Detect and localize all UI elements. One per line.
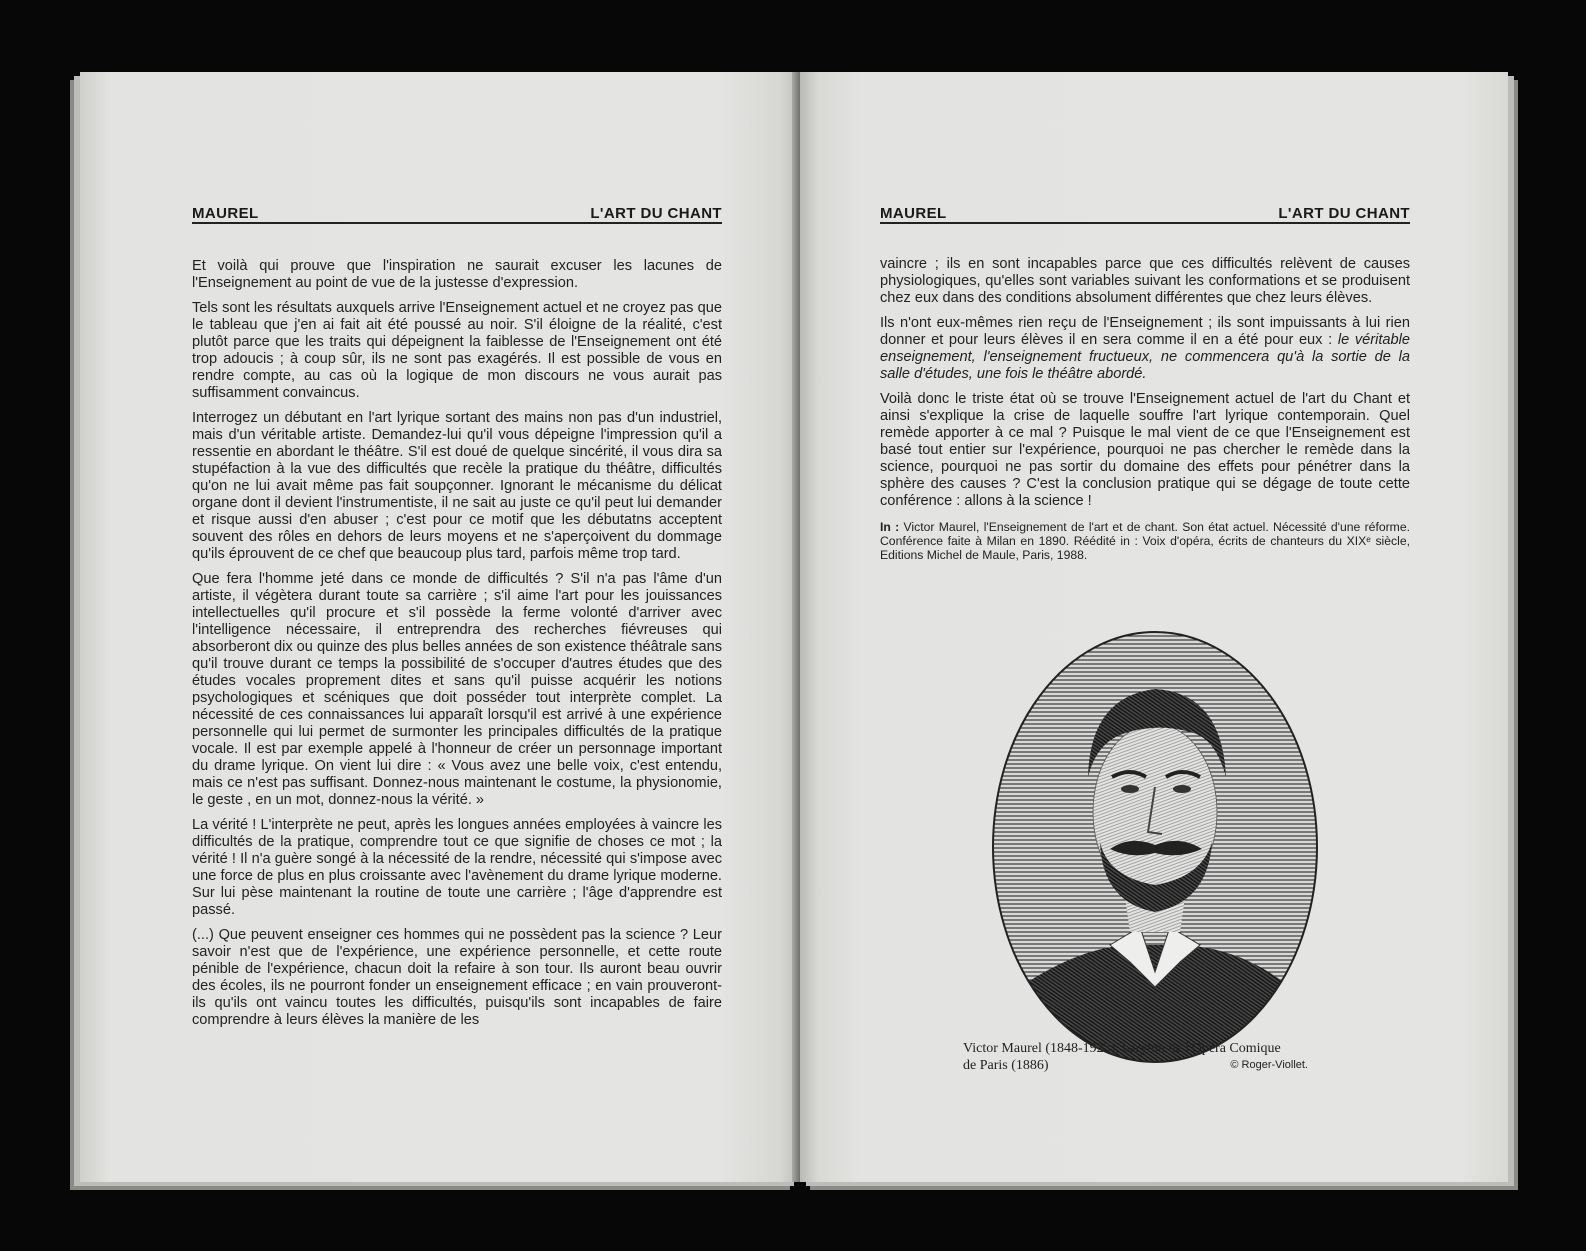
paragraph: Voilà donc le triste état où se trouve l'Enseignement actuel de l'art du Chant et ainsi s'explique la crise de laquelle souffre l'art lyrique contemporain. Quel remède apporter à ce mal ? Puisque le mal vient de ce que l'Enseignement est basé tout entier sur l'expérience, pourquoi ne pas chercher le remède dans la science, pourquoi ne pas sortir du domaine des effets pour pénétrer dans la sphère des causes ? C'est la conclusion pratique qui se dégage de toute cette conférence : allons à la science ! <box>880 391 1410 509</box>
portrait-engraving <box>990 627 1320 1072</box>
paragraph: (...) Que peuvent enseigner ces hommes qui ne possèdent pas la science ? Leur savoir n'est que de l'expérience, une expérience personnelle, et cette route pénible de l'expérience, chacun doit la refaire à son tour. Ils auront beau ouvrir des écoles, ils ne pourront fonder un enseignement efficace ; en vain prouveront-ils qu'ils ont vaincu toutes les difficultés, puisqu'ils sont incapables de faire comprendre à leurs élèves la manière de les <box>192 927 722 1028</box>
paragraph: La vérité ! L'interprète ne peut, après les longues années employées à vaincre les difficultés de la pratique, comprendre tout ce que signifie de choses ce mot ; la vérité ! Il n'a guère songé à la nécessité de la rendre, nécessité qui s'impose avec une force de plus en plus croissante avec l'avènement du drame lyrique moderne. Sur lui pèse maintenant la routine de toute une carrière ; l'âge d'apprendre est passé. <box>192 817 722 918</box>
caption-line: Victor Maurel (1848-1923), baryton de l'Opéra Comique <box>963 1041 1281 1056</box>
paragraph <box>880 315 1410 383</box>
portrait-caption <box>963 1040 1308 1074</box>
paragraph: Que fera l'homme jeté dans ce monde de difficultés ? S'il n'a pas l'âme d'un artiste, il végètera durant toute sa carrière ; s'il aime l'art pour les jouissances intellectuelles qu'il procure et s'il possède la ferme volonté d'arriver avec l'intelligence nécessaire, il entreprendra des recherches fiévreuses qui absorberont dix ou quinze des plus belles années de son existence théâtrale sans qu'il trouve durant ce temps la possibilité de s'occuper d'autres études que des études vocales proprement dites et sans qu'il puisse acquérir les notions psychologiques et scéniques que doit posséder tout interprète complet. La nécessité de ces connaissances lui apparaît lorsqu'il est arrivé à une expérience personnelle qui lui permet de surmonter les principales difficultés de la pratique vocale. Il est par exemple appelé à l'honneur de créer un personnage important du drame lyrique. On vient lui dire : « Vous avez une belle voix, c'est entendu, mais ce n'est pas suffisant. Donnez-nous maintenant le costume, la physionomie, le geste , en un mot, donnez-nous la vérité. » <box>192 571 722 808</box>
paragraph: vaincre ; ils en sont incapables parce que ces difficultés relèvent de causes physiologiques, qu'elles sont variables suivant les conformations et se produisent chez eux dans des conditions absolument différentes que chez leurs élèves. <box>880 256 1410 306</box>
header-title: L'ART DU CHANT <box>1278 205 1410 222</box>
italic-quote: le véritable enseignement, l'enseignement fructueux, ne commencera qu'à la sortie de la salle d'études, une fois le théâtre abordé. <box>880 332 1411 382</box>
body-text <box>192 258 722 1037</box>
header-author: MAUREL <box>880 205 947 222</box>
left-page <box>80 72 800 1182</box>
source-text: Victor Maurel, l'Enseignement de l'art et de chant. Son état actuel. Nécessité d'une réforme. Conférence faite à Milan en 1890. Réédité in : Voix d'opéra, écrits de chanteurs du XIXᵉ siècle, Editions Michel de Maule, Paris, 1988. <box>880 520 1410 562</box>
running-header <box>192 200 722 224</box>
right-page <box>800 72 1508 1182</box>
open-book <box>70 72 1520 1192</box>
caption-line: de Paris (1886) <box>963 1058 1049 1073</box>
paragraph: Tels sont les résultats auxquels arrive l'Enseignement actuel et ne croyez pas que le tableau que j'en ai fait ait été poussé au noir. S'il éloigne de la réalité, c'est plutôt parce que les traits qui dépeignent la faiblesse de l'Enseignement ont été trop adoucis ; à coup sûr, ils ne sont pas exagérés. Il est possible de vous en rendre compte, au cas où la logique de mon discours ne vous aurait pas suffisamment convaincus. <box>192 300 722 401</box>
paragraph: Interrogez un débutant en l'art lyrique sortant des mains non pas d'un industriel, mais d'un véritable artiste. Demandez-lui qu'il vous dépeigne l'impression qu'il a ressentie en abordant le théâtre. S'il est doué de quelque sincérité, il vous dira sa stupéfaction à la vue des difficultés que recèle la pratique du théâtre, difficultés qu'on ne lui avait même pas fait soupçonner. Ignorant le mécanisme du délicat organe dont il devient l'instrumentiste, il ne sait au juste ce qu'il peut lui demander et risque aussi d'en abuser ; c'est pour ce motif que les débutatns acceptent souvent des rôles en dehors de leurs moyens et ne s'aperçoivent du dommage qu'ils éprouvent de ce chef que beaucoup plus tard, parfois même trop tard. <box>192 410 722 562</box>
running-header <box>880 200 1410 224</box>
paragraph: Et voilà qui prouve que l'inspiration ne saurait excuser les lacunes de l'Enseignement au point de vue de la justesse d'expression. <box>192 258 722 291</box>
header-title: L'ART DU CHANT <box>590 205 722 222</box>
source-label: In : <box>880 520 900 534</box>
source-citation <box>880 520 1410 562</box>
paragraph-start: Ils n'ont eux-mêmes rien reçu de l'Enseignement ; ils sont impuissants à lui rien donner et pour leurs élèves il en sera comme il en a été pour eux : <box>880 315 1410 348</box>
body-text <box>880 256 1410 562</box>
header-author: MAUREL <box>192 205 259 222</box>
photo-credit: © Roger-Viollet. <box>1230 1059 1308 1071</box>
